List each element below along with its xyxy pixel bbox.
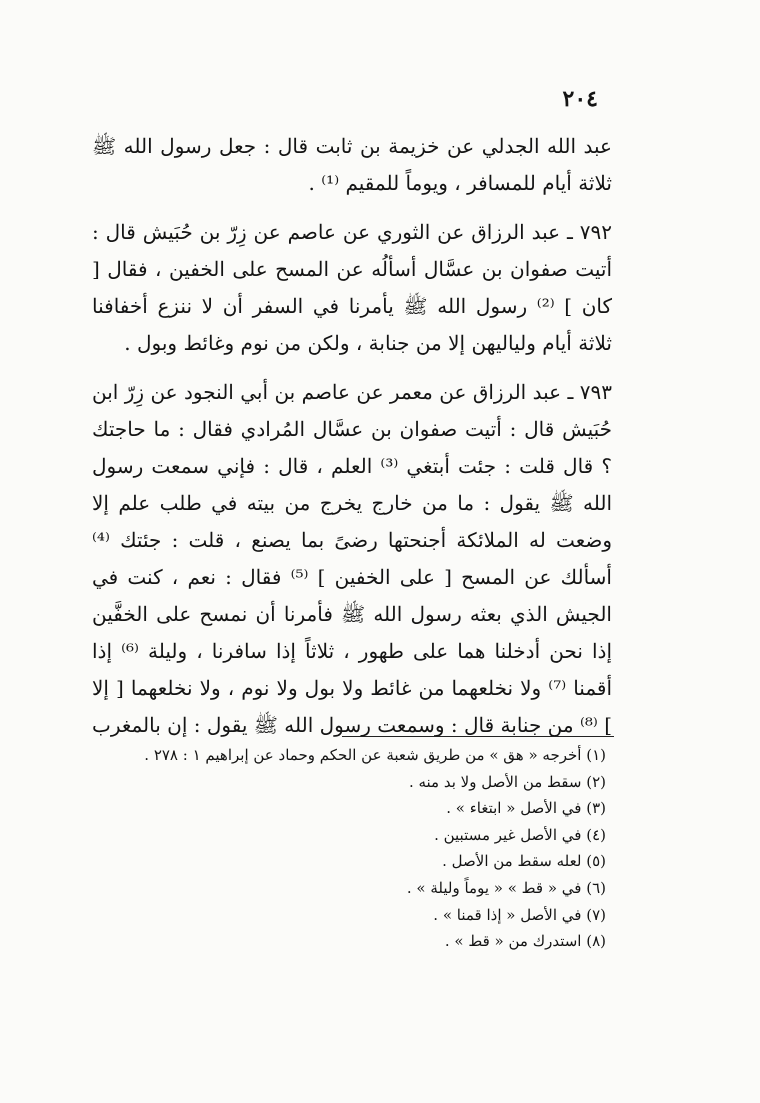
- page-number: ٢٠٤: [562, 86, 598, 112]
- footnotes: [92, 742, 612, 955]
- main-text: [92, 128, 612, 744]
- footnote-item: (٦) في « قط » « يوماً وليلة » .: [406, 878, 606, 897]
- footnote-item: (٤) في الأصل غير مستبين .: [434, 825, 606, 844]
- hadith-793: ٧٩٣ ـ عبد الرزاق عن معمر عن عاصم بن أبي النجود عن زِرّ ابن حُبَيش قال : أتيت صفوان بن عسَّال المُرادي فقال : ما حاجتك ؟ قال قلت : جئت أبتغي ⁽³⁾ العلم ، قال : فإني سمعت رسول الله ﷺ يقول : ما من خارج يخرج من بيته في طلب علم إلا وضعت له الملائكة أجنحتها رضىً بما يصنع ، قلت : جئتك ⁽⁴⁾ أسألك عن المسح [ على الخفين ] ⁽⁵⁾ فقال : نعم ، كنت في الجيش الذي بعثه رسول الله ﷺ فأمرنا أن نمسح على الخفَّين إذا نحن أدخلنا هما على طهور ، ثلاثاً إذا سافرنا ، وليلة ⁽⁶⁾ إذا أقمنا ⁽⁷⁾ ولا نخلعهما من غائط ولا بول ولا نوم ، ولا نخلعهما [ إلا ] ⁽⁸⁾ من جنابة قال : وسمعت رسول الله ﷺ يقول : إن بالمغرب: [91, 380, 613, 737]
- footnote-item: (١) أخرجه « هق » من طريق شعبة عن الحكم وحماد عن إبراهيم ١ : ٢٧٨ .: [144, 746, 606, 764]
- paragraph-intro: عبد الله الجدلي عن خزيمة بن ثابت قال : جعل رسول الله ﷺ ثلاثة أيام للمسافر ، ويوماً للمقيم ⁽¹⁾ .: [92, 134, 612, 195]
- hadith-792: ٧٩٢ ـ عبد الرزاق عن الثوري عن عاصم عن زِرّ بن حُبَيش قال : أتيت صفوان بن عسَّال أسألُه عن المسح على الخفين ، فقال [ كان ] ⁽²⁾ رسول الله ﷺ يأمرنا في السفر أن لا ننزع أخفافنا ثلاثة أيام ولياليهن إلا من جنابة ، ولكن من نوم وغائط وبول .: [92, 220, 613, 355]
- footnote-item: (٥) لعله سقط من الأصل .: [442, 852, 606, 871]
- footnote-item: (٨) استدرك من « قط » .: [444, 932, 606, 951]
- footnote-item: (٣) في الأصل « ابتغاء » .: [446, 799, 606, 818]
- footnote-separator: [342, 736, 614, 737]
- footnote-item: (٢) سقط من الأصل ولا بد منه .: [408, 772, 606, 791]
- footnote-item: (٧) في الأصل « إذا قمنا » .: [433, 905, 606, 924]
